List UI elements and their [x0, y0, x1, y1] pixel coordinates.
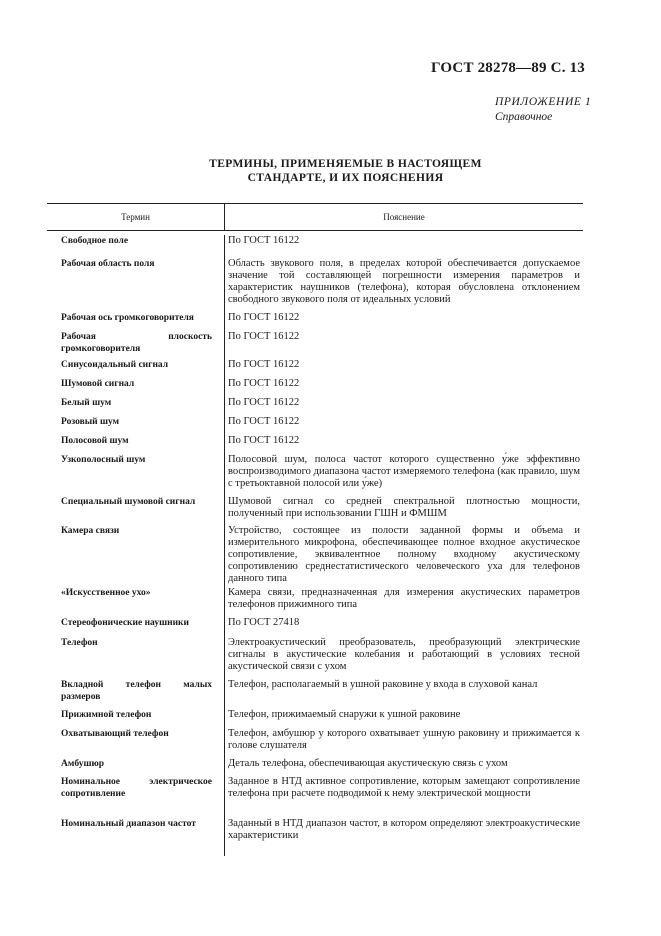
definition-cell: По ГОСТ 16122	[228, 331, 300, 342]
definition-cell: Телефон, амбушюр у которого охватывает ушную раковину и прижимается к голове слушателя	[228, 728, 580, 751]
table-row	[47, 637, 583, 673]
term-cell: Рабочая плоскость громкоговорителя	[61, 332, 212, 354]
header-term: Термин	[121, 212, 150, 222]
term-cell: Свободное поле	[61, 236, 129, 246]
table-row	[47, 397, 583, 409]
term-cell: Синусоидальный сигнал	[61, 360, 169, 370]
table-row	[47, 312, 583, 324]
table-row	[47, 258, 583, 306]
term-cell: Белый шум	[61, 398, 112, 408]
appendix-label: ПРИЛОЖЕНИЕ 1	[495, 96, 592, 108]
definition-cell: По ГОСТ 16122	[228, 359, 300, 370]
appendix-block	[495, 95, 591, 125]
table-row	[47, 454, 583, 490]
table-row	[47, 235, 583, 247]
definition-cell: Камера связи, предназначенная для измерения акустических параметров телефонов прижимного типа	[228, 587, 580, 610]
table-row	[47, 435, 583, 447]
term-cell: «Искусственное ухо»	[61, 588, 151, 598]
term-cell: Специальный шумовой сигнал	[61, 497, 196, 507]
table-row	[47, 587, 583, 611]
table-row	[47, 818, 583, 842]
title-line-1: ТЕРМИНЫ, ПРИМЕНЯЕМЫЕ В НАСТОЯЩЕМ	[209, 158, 482, 170]
definition-cell: По ГОСТ 27418	[228, 617, 300, 628]
term-cell: Розовый шум	[61, 417, 120, 427]
definition-cell: По ГОСТ 16122	[228, 312, 300, 323]
document-code: ГОСТ 28278—89 С. 13	[431, 60, 585, 76]
table-row	[47, 378, 583, 390]
definition-cell: По ГОСТ 16122	[228, 235, 300, 246]
table-row	[47, 525, 583, 585]
table-row	[47, 728, 583, 752]
header-definition: Пояснение	[224, 204, 583, 230]
table-row	[47, 331, 583, 355]
term-cell: Амбушюр	[61, 759, 105, 769]
definition-cell: Деталь телефона, обеспечивающая акустическую связь с ухом	[228, 758, 508, 769]
table-row	[47, 416, 583, 428]
definition-cell: Заданный в НТД диапазон частот, в котором определяют электроакустические характеристики	[228, 818, 580, 841]
term-cell: Охватывающий телефон	[61, 729, 169, 739]
term-cell: Номинальный диапазон частот	[61, 819, 196, 829]
table-body	[47, 235, 583, 856]
definition-cell: Телефон, прижимаемый снаружи к ушной раковине	[228, 709, 461, 720]
definition-cell: По ГОСТ 16122	[228, 435, 300, 446]
term-cell: Телефон	[61, 638, 98, 648]
definition-cell: Область звукового поля, в пределах которой обеспечивается допускаемое значение той составляющей погрешности измерения параметров и характеристик наушников (телефона), которая обусловлена отклонением свободного звукового поля от идеальных условий	[228, 258, 580, 305]
term-cell: Прижимной телефон	[61, 710, 152, 720]
term-cell: Рабочая область поля	[61, 259, 155, 269]
definition-cell: По ГОСТ 16122	[228, 397, 300, 408]
table-header	[47, 203, 583, 231]
column-divider	[224, 235, 225, 856]
definition-cell: Электроакустический преобразователь, преобразующий электрические сигналы в акустические колебания и работающий в условиях тесной акустической связи с ухом	[228, 637, 580, 672]
title-line-2: СТАНДАРТЕ, И ИХ ПОЯСНЕНИЯ	[247, 172, 444, 184]
term-cell: Стереофонические наушники	[61, 618, 189, 628]
definition-cell: Устройство, состоящее из полости заданной формы и объема и измерительного микрофона, обеспечивающее полное входное акустическое сопротивление, эквивалентное полному входному акустическому сопротивлению среднестатистического человеческого уха для телефонов данного типа	[228, 525, 580, 584]
definition-cell: Шумовой сигнал со средней спектральной плотностью мощности, полученный при использовании ГШН и ФМШМ	[228, 496, 580, 519]
term-cell: Полосовой шум	[61, 436, 129, 446]
definition-cell: Полосовой шум, полоса частот которого существенно у́же эффективно воспроизводимого диапазона частот измеряемого телефона (как правило, шум с третьоктавной полосой или у́же)	[228, 454, 580, 489]
term-cell: Узкополосный шум	[61, 455, 146, 465]
term-cell: Шумовой сигнал	[61, 379, 135, 389]
page-title	[0, 157, 661, 185]
terms-table	[47, 203, 583, 856]
term-cell: Камера связи	[61, 526, 120, 536]
definition-cell: Заданное в НТД активное сопротивление, которым замещают сопротивление телефона при расчете подводимой к нему электрической мощности	[228, 776, 580, 799]
table-row	[47, 679, 583, 703]
term-cell: Рабочая ось громкоговорителя	[61, 313, 194, 323]
definition-cell: По ГОСТ 16122	[228, 416, 300, 427]
term-cell: Вкладной телефон малых размеров	[61, 680, 212, 702]
appendix-type: Справочное	[495, 111, 553, 123]
definition-cell: По ГОСТ 16122	[228, 378, 300, 389]
table-row	[47, 359, 583, 371]
table-row	[47, 709, 583, 721]
table-row	[47, 758, 583, 770]
table-row	[47, 496, 583, 520]
term-cell: Номинальное электрическое сопротивление	[61, 777, 212, 799]
definition-cell: Телефон, располагаемый в ушной раковине у входа в слуховой канал	[228, 679, 538, 690]
table-row	[47, 776, 583, 800]
table-row	[47, 617, 583, 629]
